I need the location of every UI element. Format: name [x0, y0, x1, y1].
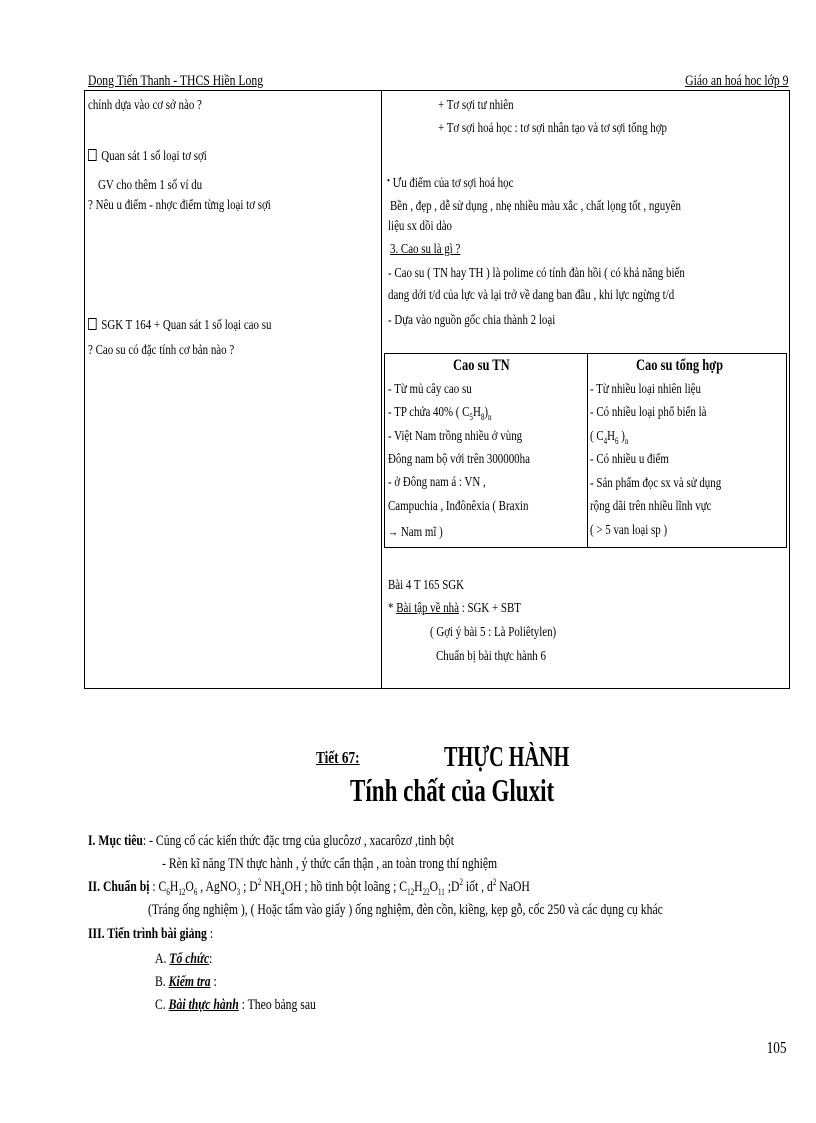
homework-line-1: Bài 4 T 165 SGK	[388, 578, 465, 593]
rubber-table-divider	[587, 353, 588, 547]
right-line-4: Bền , đẹp , dễ sử dụng , nhẹ nhiều màu xắc , chất lọng tốt , nguyên	[390, 199, 682, 214]
natural-row-2: - TP chứa 40% ( $C_5H_8)_n$	[388, 405, 492, 422]
right-line-5: liệu sx dồi dào	[388, 219, 452, 234]
procedure-heading: III. Tiến trình bài giảng :	[88, 926, 214, 942]
column-divider	[381, 90, 382, 688]
left-line-4: ? Nêu u điểm - nhợc điểm từng loại tơ sợi	[88, 198, 271, 213]
table-header-synthetic: Cao su tổng hợp	[636, 357, 724, 374]
procedure-item-a: A. Tổ chức:	[155, 951, 213, 967]
natural-row-5: - ở Đông nam á : VN ,	[388, 475, 486, 490]
bullet-icon: •	[387, 175, 391, 187]
procedure-item-c: C. Bài thực hành : Theo bảng sau	[155, 997, 316, 1013]
left-line-1: chính dựa vào cơ sở nào ?	[88, 98, 202, 113]
lesson-subtitle: Tính chất của Gluxit	[350, 772, 555, 808]
objectives-line-1: I. Mục tiêu: - Củng cố các kiến thức đặc trng của glucôzơ , xacarôzơ ,tinh bột	[88, 833, 455, 849]
left-line-3: GV cho thêm 1 số ví du	[98, 178, 203, 193]
objectives-line-2: - Rèn kĩ năng TN thực hành , ý thức cẩn thận , an toàn trong thí nghiệm	[162, 856, 498, 872]
left-line-6: ? Cao su có đặc tính cơ bản nào ?	[88, 343, 235, 358]
checkbox-icon	[88, 149, 97, 161]
table-header-natural: Cao su TN	[453, 357, 510, 374]
lesson-title: THỰC HÀNH	[444, 742, 570, 773]
right-line-3: • Ưu điểm của tơ sợi hoá học	[387, 175, 514, 191]
left-line-5: SGK T 164 + Quan sát 1 số loại cao su	[88, 316, 271, 335]
right-line-8: dang dới t/d của lực và lại trở về dang ban đầu , khi lực ngừng t/d	[388, 288, 675, 303]
left-line-2: Quan sát 1 số loại tơ sợi	[88, 147, 207, 166]
synthetic-row-6: rộng dãi trên nhiều lĩnh vực	[590, 499, 712, 514]
right-line-2: + Tơ sợi hoá học : tơ sợi nhân tạo và tơ sợi tổng hợp	[438, 121, 667, 136]
section-heading-cao-su: 3. Cao su là gì ?	[390, 242, 461, 257]
synthetic-row-2: - Có nhiều loại phổ biến là	[590, 405, 707, 420]
natural-row-6: Campuchia , Inđônêxia ( Braxin	[388, 499, 529, 514]
procedure-item-b: B. Kiểm tra :	[155, 974, 217, 990]
synthetic-row-1: - Từ nhiều loại nhiên liệu	[590, 382, 701, 397]
preparation-line-2: (Tráng ống nghiệm ), ( Hoặc tẩm vào giấy ) ống nghiệm, đèn cồn, kiềng, kẹp gỗ, cốc 250 và các dụng cụ khác	[148, 902, 663, 918]
lesson-number: Tiết 67:	[316, 748, 360, 767]
right-line-7: - Cao su ( TN hay TH ) là polime có tính đàn hồi ( có khả năng biến	[388, 266, 685, 281]
natural-row-1: - Từ mủ cây cao su	[388, 382, 472, 397]
homework-line-3: ( Gợi ý bài 5 : Là Poliêtylen)	[430, 625, 557, 640]
preparation-line-1: II. Chuẩn bị : $C_6H_{12}O_6$ , AgNO$_3$ ; $D^2$ $NH_4OH$ ; hồ tinh bột loãng ; $C_{12}H_{22}O_{11}$ $;D^2$ iốt , $d^2$ NaOH	[88, 877, 530, 897]
header-left: Dong Tiến Thanh - THCS Hiền Long	[88, 73, 264, 89]
right-line-1: + Tơ sợi tư nhiên	[438, 98, 514, 113]
natural-row-4: Đông nam bộ với trên 300000ha	[388, 452, 530, 467]
page-number: 105	[766, 1038, 786, 1057]
synthetic-row-5: - Sản phẩm đọc sx và sử dụng	[590, 476, 722, 491]
right-line-9: - Dựa vào nguồn gốc chia thành 2 loại	[388, 313, 556, 328]
synthetic-row-4: - Có nhiều u điểm	[590, 452, 669, 467]
right-arrow-icon: →	[388, 524, 399, 539]
header-right: Giáo an hoá hoc lớp 9	[684, 73, 788, 89]
synthetic-row-3: ( $C_4H_6$ )$_n$	[590, 429, 629, 446]
homework-line-2: * Bài tập về nhà : SGK + SBT	[388, 601, 521, 616]
natural-row-7: → Nam mĩ )	[388, 524, 443, 540]
natural-row-3: - Việt Nam trồng nhiều ở vùng	[388, 429, 523, 444]
checkbox-icon	[88, 318, 97, 330]
synthetic-row-7: ( > 5 van loại sp )	[590, 523, 668, 538]
homework-line-4: Chuẩn bị bài thực hành 6	[436, 649, 546, 664]
